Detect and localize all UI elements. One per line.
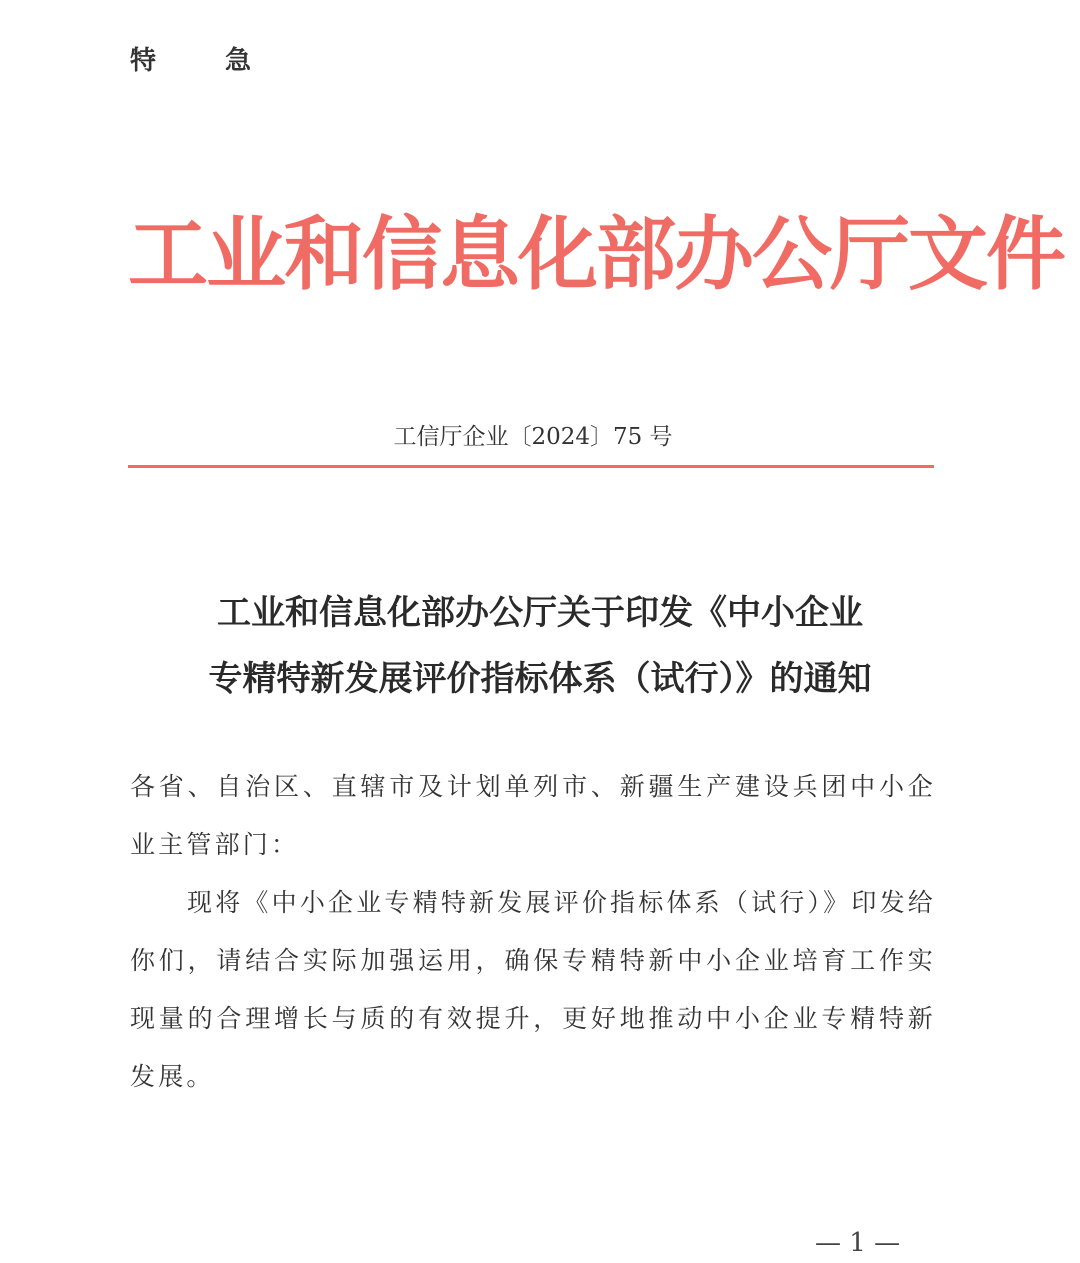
- document-number: 工信厅企业〔2024〕75 号: [393, 424, 673, 450]
- notice-title: [100, 580, 980, 712]
- urgency-label: 特 急: [130, 46, 282, 76]
- notice-title-line-2: 专精特新发展评价指标体系（试行）》的通知: [208, 659, 872, 699]
- notice-body: [130, 758, 936, 1106]
- notice-title-line-1: 工业和信息化部办公厅关于印发《中小企业: [217, 593, 863, 633]
- red-divider-line: [128, 465, 934, 468]
- document-masthead: 工业和信息化部办公厅文件: [128, 208, 1064, 301]
- recipients-line: 各省、自治区、直辖市及计划单列市、新疆生产建设兵团中小企业主管部门：: [130, 772, 936, 859]
- page-number: — 1 —: [815, 1228, 901, 1258]
- body-paragraph: 现将《中小企业专精特新发展评价指标体系（试行）》印发给你们，请结合实际加强运用，确保专精特新中小企业培育工作实现量的合理增长与质的有效提升，更好地推动中小企业专精特新发展。: [130, 888, 936, 1091]
